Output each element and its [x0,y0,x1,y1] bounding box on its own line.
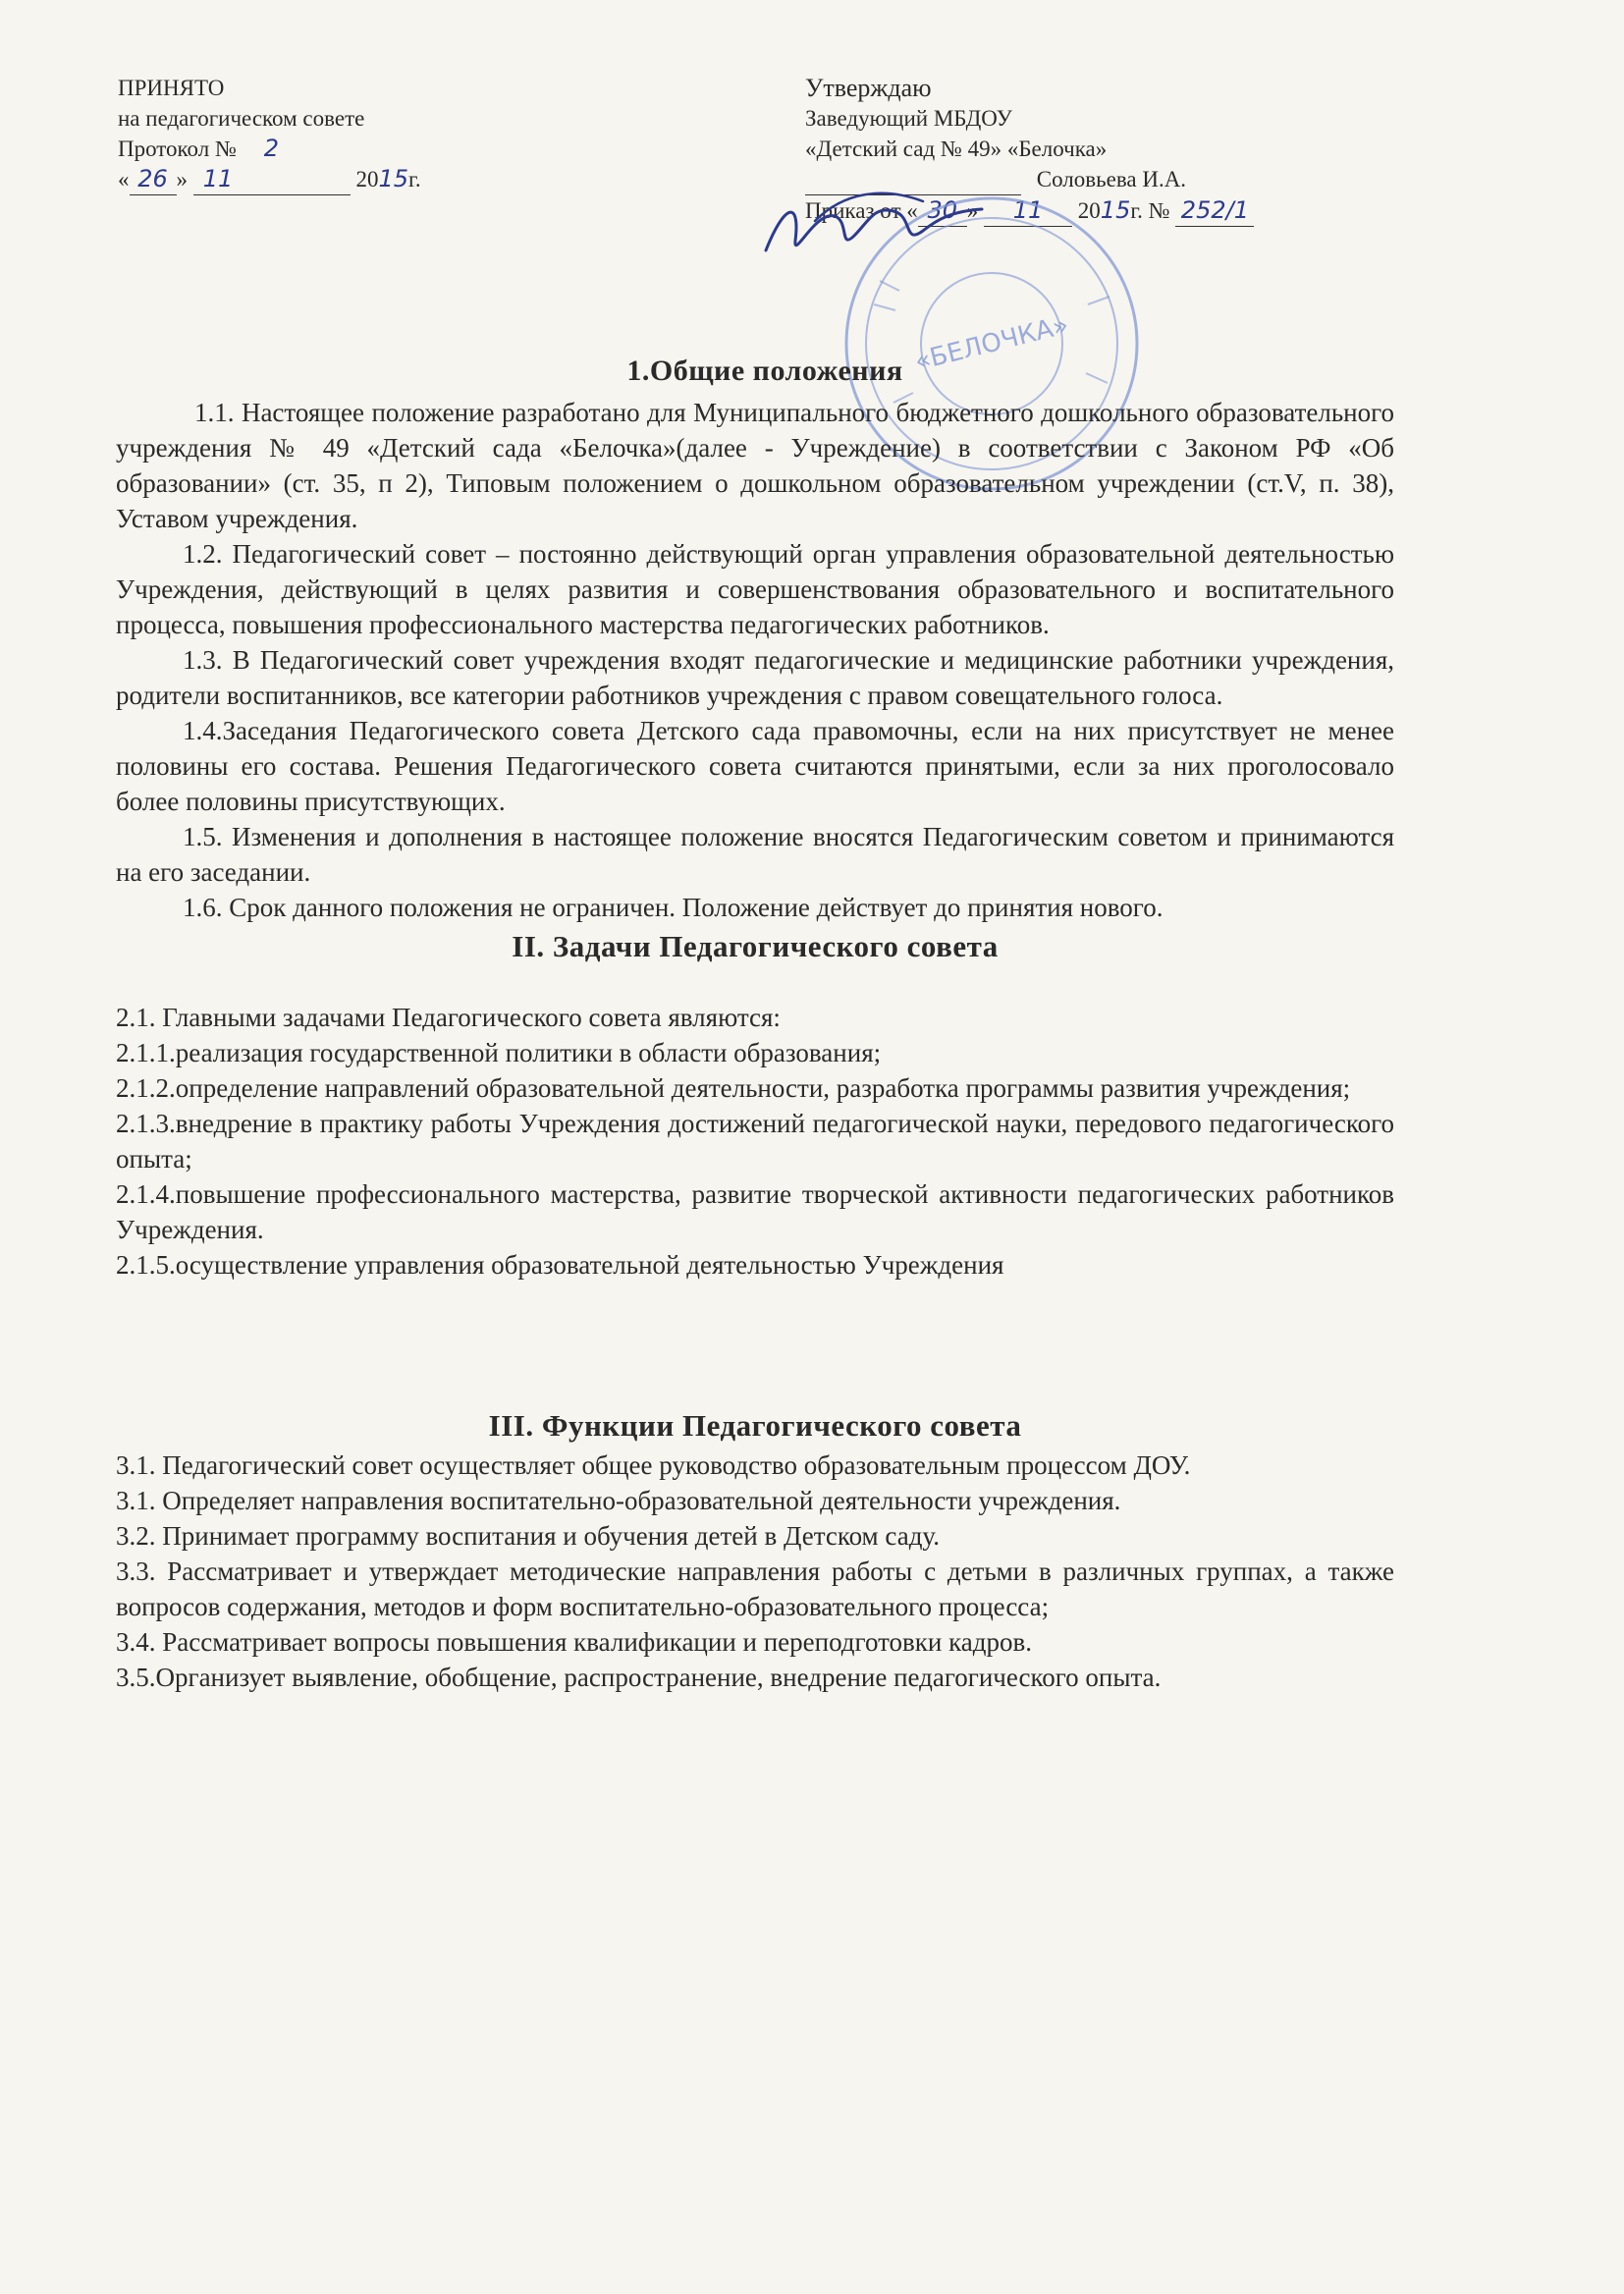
paragraph-1-5: 1.5. Изменения и дополнения в настоящее положение вносятся Педагогическим советом и принимаются на его заседании. [116,822,1394,887]
paragraph-3-1: 3.1. Определяет направления воспитательно-образовательной деятельности учреждения. [116,1486,1121,1515]
protocol-label: Протокол № [118,137,237,161]
paragraph-3-4: 3.4. Рассматривает вопросы повышения квалификации и переподготовки кадров. [116,1627,1033,1657]
date-open-quote: « [118,167,130,191]
year-suffix: 15 [378,165,409,192]
accepted-title: ПРИНЯТО [118,76,225,100]
paragraph-1-3: 1.3. В Педагогический совет учреждения входят педагогические и медицинские работники учреждения, родители воспитанников, все категории работников учреждения с правом совещательного голоса. [116,645,1394,710]
paragraph-3-0: 3.1. Педагогический совет осуществляет общее руководство образовательным процессом ДОУ. [116,1450,1191,1480]
protocol-number: 2 [263,135,279,162]
approved-position: Заведующий МБДОУ [805,106,1012,131]
paragraph-1-6: 1.6. Срок данного положения не ограничен. Положение действует до принятия нового. [183,893,1164,922]
section-2-title: II. Задачи Педагогического совета [512,929,999,963]
paragraph-2-1-3: 2.1.3.внедрение в практику работы Учреждения достижений педагогической науки, передового педагогического опыта; [116,1109,1394,1174]
year-prefix: 20 [355,167,379,191]
approved-name: Соловьева И.А. [1036,167,1187,191]
paragraph-3-5: 3.5.Организует выявление, обобщение, распространение, внедрение педагогического опыта. [116,1663,1162,1692]
stamp-center-text: «БЕЛОЧКА» [911,310,1072,377]
section-1-title: 1.Общие положения [626,355,903,387]
paragraph-3-3: 3.3. Рассматривает и утверждает методические направления работы с детьми в различных группах, а также вопросов содержания, методов и форм воспитательно-образовательного процесса; [116,1557,1394,1621]
approved-title: Утверждаю [805,74,932,102]
paragraph-2-1-1: 2.1.1.реализация государственной политики в области образования; [116,1038,882,1067]
order-month: 11 [984,195,1072,227]
paragraph-2-1-5: 2.1.5.осуществление управления образовательной деятельностью Учреждения [116,1250,1004,1280]
document-body [116,354,1394,1695]
date-close-quote: » [176,167,188,191]
section-3-title: III. Функции Педагогического совета [488,1408,1022,1443]
paragraph-2-1-4: 2.1.4.повышение профессионального мастерства, развитие творческой активности педагогических работников Учреждения. [116,1179,1394,1244]
paragraph-2-1: 2.1. Главными задачами Педагогического совета являются: [116,1003,781,1032]
director-signature [756,182,992,275]
order-close-quote: » [966,198,979,223]
spacer [116,1283,1394,1408]
approved-org: «Детский сад № 49» «Белочка» [805,137,1108,161]
order-year-end: г. № [1130,198,1170,223]
paragraph-1-4: 1.4.Заседания Педагогического совета Детского сада правомочны, если на них присутствует не менее половины его состава. Решения Педагогического совета считаются принятыми, если за них проголосовало более половины присутствующих. [116,716,1394,816]
date-month: 11 [193,164,351,195]
order-year-suffix: 15 [1100,196,1131,224]
accepted-council: на педагогическом совете [118,106,365,131]
paragraph-3-2: 3.2. Принимает программу воспитания и обучения детей в Детском саду. [116,1521,940,1551]
paragraph-1-2: 1.2. Педагогический совет – постоянно действующий орган управления образовательной деятельностью Учреждения, действующий в целях развития и совершенствования образовательного и воспитательного процесса, повышения профессионального мастерства педагогических работников. [116,539,1394,639]
order-year-prefix: 20 [1077,198,1101,223]
paragraph-1-1: 1.1. Настоящее положение разработано для Муниципального бюджетного дошкольного образовательного учреждения № 49 «Детский сада «Белочка»(далее - Учреждение) в соответствии с Законом РФ «Об образовании» (ст. 35, п 2), Типовым положением о дошкольном образовательном учреждении (ст.V, п. 38), Уставом учреждения. [116,398,1394,533]
accepted-block [118,73,589,195]
date-day: 26 [130,164,177,195]
order-label: Приказ от « [805,198,918,223]
accepted-date-line [118,164,589,195]
protocol-line [118,134,589,164]
order-day: 30 [918,195,967,227]
order-number: 252/1 [1175,195,1254,227]
year-end: г. [408,167,421,191]
paragraph-2-1-2: 2.1.2.определение направлений образовательной деятельности, разработка программы развития учреждения; [116,1073,1351,1103]
